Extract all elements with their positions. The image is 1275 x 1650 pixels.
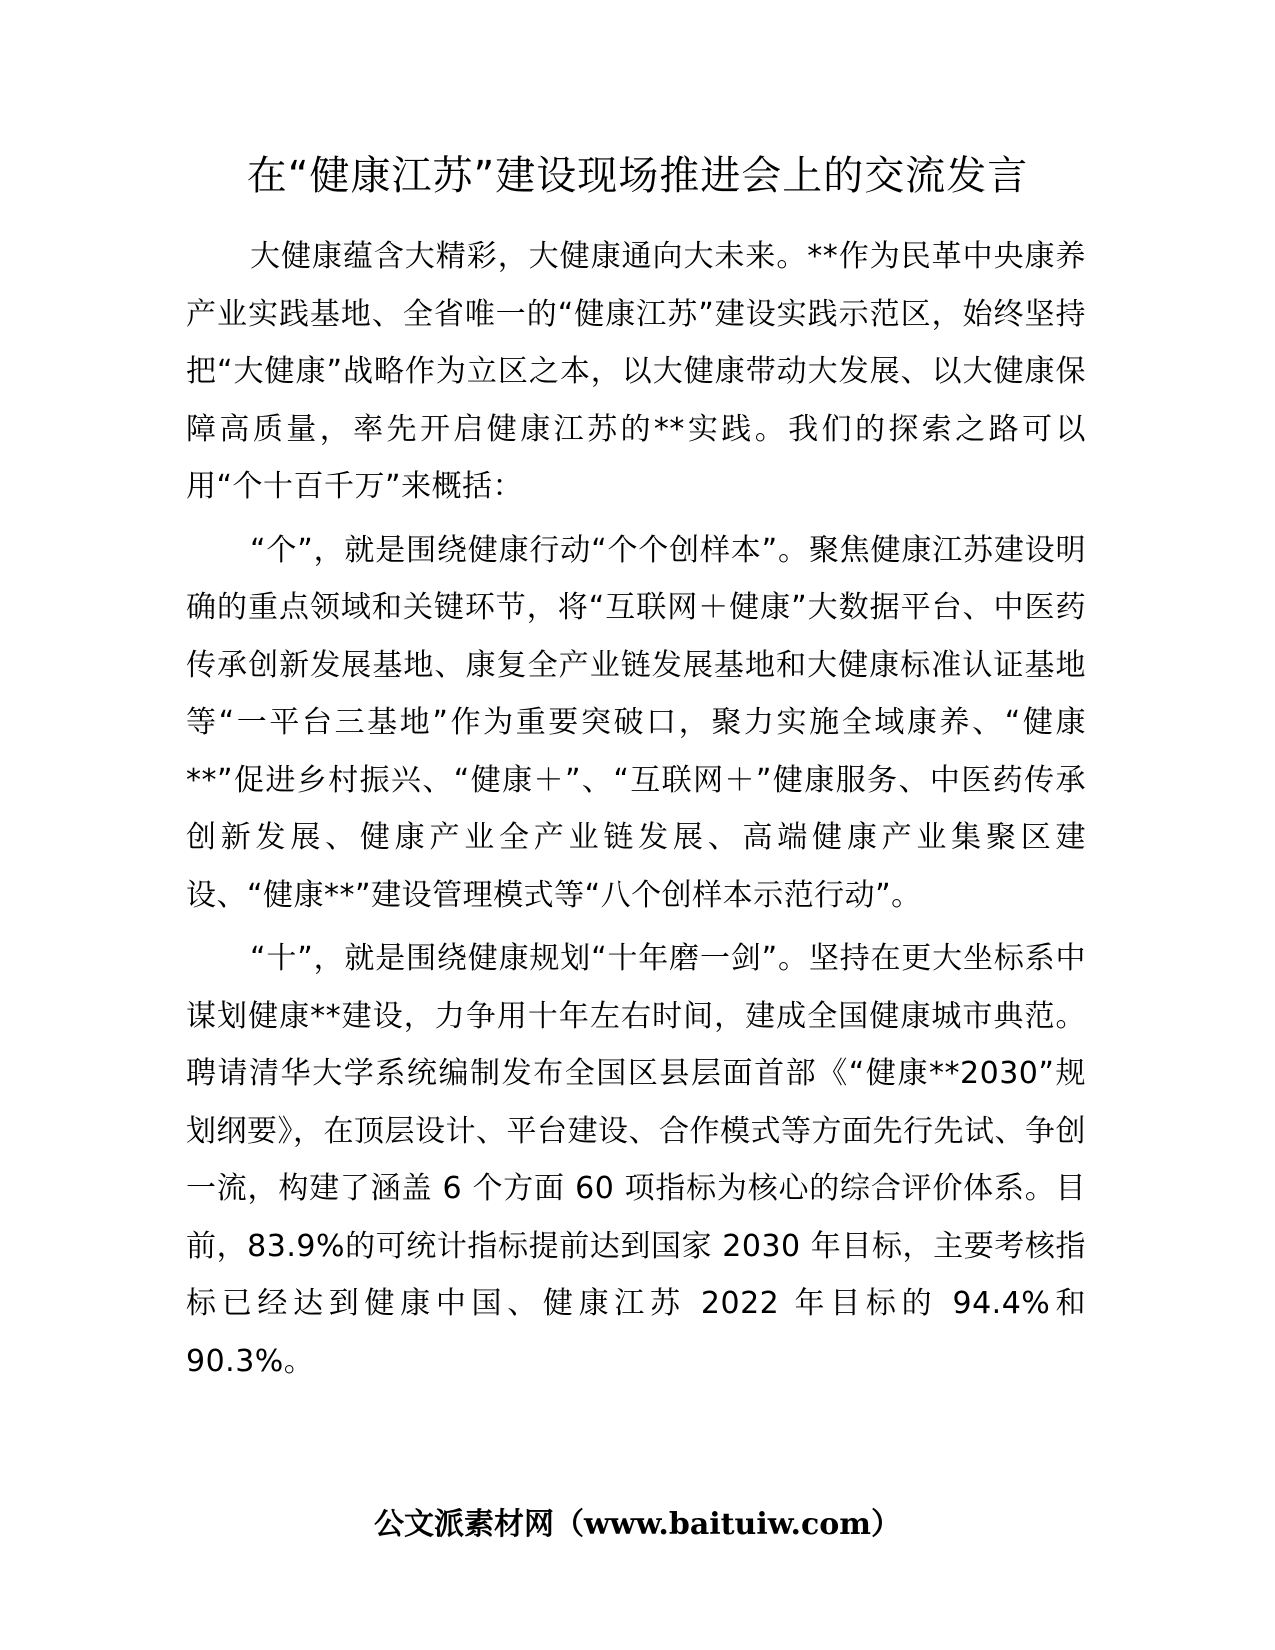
footer-watermark: 公文派素材网（www.baituiw.com）	[373, 1507, 902, 1542]
paragraph-shi: “十”，就是围绕健康规划“十年磨一剑”。坚持在更大坐标系中谋划健康**建设，力争用十年左右时间，建成全国健康城市典范。聘请清华大学系统编制发布全国区县层面首部《“健康**2030”规划纲要》，在顶层设计、平台建设、合作模式等方面先行先试、争创一流，构建了涵盖 6 个方面 60 项指标为核心的综合评价体系。目前，83.9%的可统计指标提前达到国家 2030 年目标，主要考核指标已经达到健康中国、健康江苏 2022 年目标的 94.4%和 90.3%。	[186, 941, 1086, 1379]
page-title: 在“健康江苏”建设现场推进会上的交流发言	[246, 153, 1029, 199]
paragraph-ge: “个”，就是围绕健康行动“个个创样本”。聚焦健康江苏建设明确的重点领域和关键环节，将“互联网＋健康”大数据平台、中医药传承创新发展基地、康复全产业链发展基地和大健康标准认证基地等“一平台三基地”作为重要突破口，聚力实施全域康养、“健康**”促进乡村振兴、“健康＋”、“互联网＋”健康服务、中医药传承创新发展、健康产业全产业链发展、高端健康产业集聚区建设、“健康**”建设管理模式等“八个创样本示范行动”。	[186, 532, 1086, 913]
paragraph-intro: 大健康蕴含大精彩，大健康通向大未来。**作为民革中央康养产业实践基地、全省唯一的“健康江苏”建设实践示范区，始终坚持把“大健康”战略作为立区之本，以大健康带动大发展、以大健康保障高质量，率先开启健康江苏的**实践。我们的探索之路可以用“个十百千万”来概括：	[186, 239, 1086, 504]
document-body	[186, 228, 1086, 1396]
